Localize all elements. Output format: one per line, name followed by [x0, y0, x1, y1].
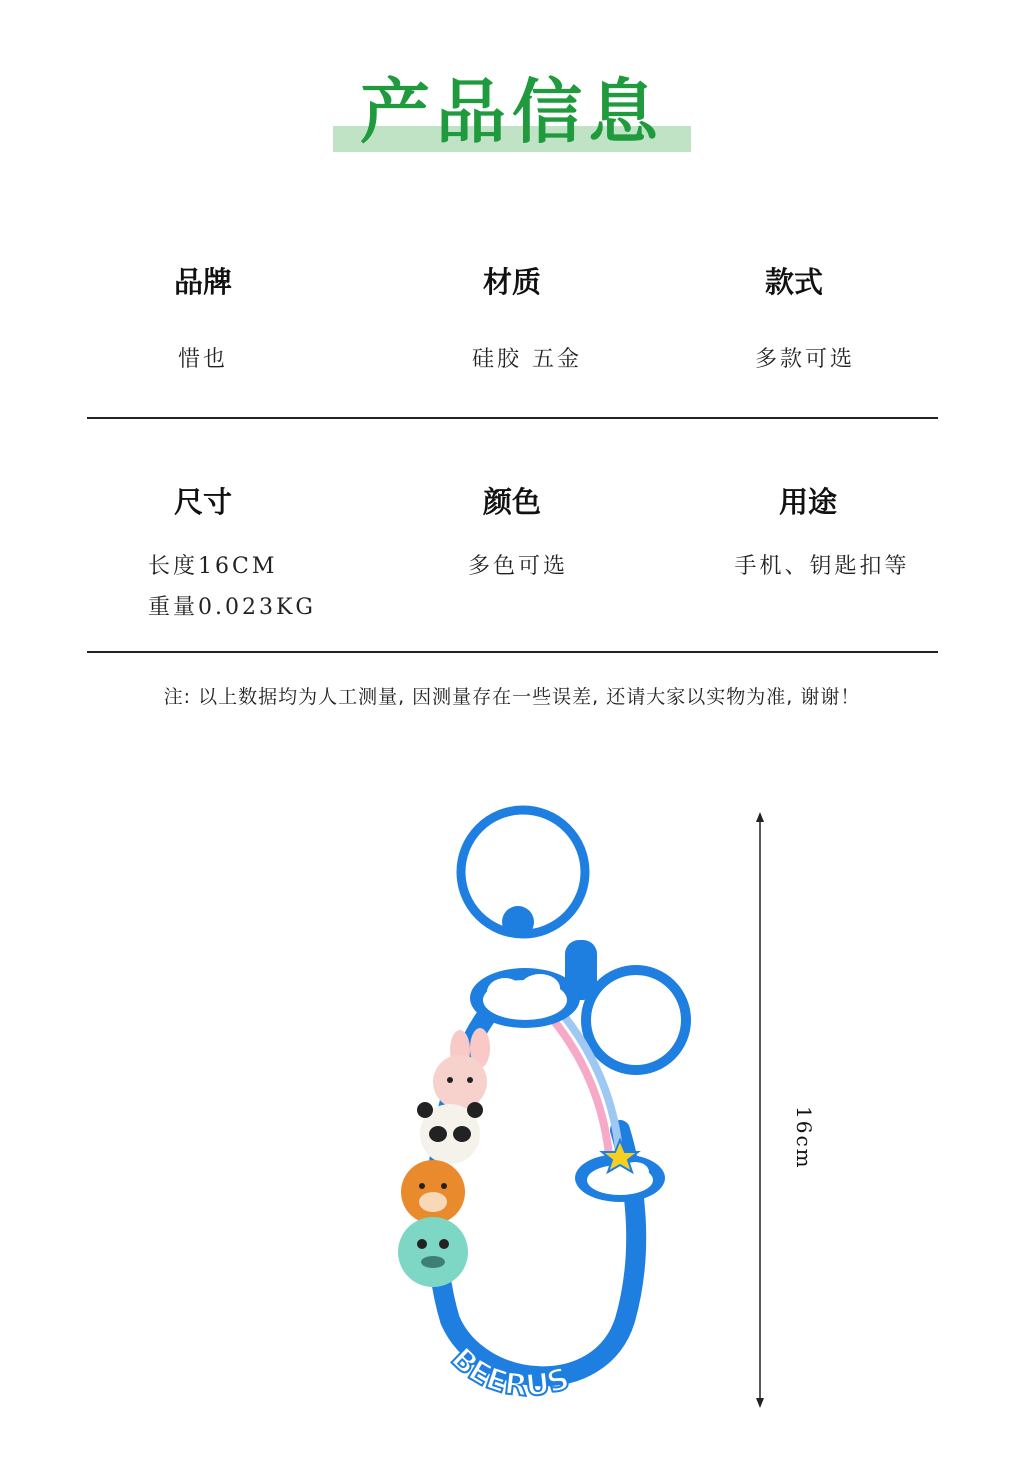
- spec-label-color: 颜色: [482, 485, 541, 519]
- monster-bead-icon: [398, 1217, 468, 1287]
- spec-value-color: 多色可选: [467, 554, 568, 579]
- spec-value-style: 多款可选: [754, 347, 855, 372]
- spec-value-usage: 手机、钥匙扣等: [734, 554, 910, 579]
- side-ring: [586, 970, 686, 1070]
- spec-label-style: 款式: [764, 265, 823, 299]
- spec-value-brand: 惜也: [177, 347, 228, 372]
- spec-label-usage: 用途: [778, 485, 837, 519]
- spec-label-material: 材质: [482, 265, 541, 299]
- connector-bead: [502, 906, 534, 938]
- spec-value-length: 长度16CM: [148, 554, 278, 579]
- dimension-label: 16cm: [792, 1106, 816, 1170]
- spec-value-material: 硅胶 五金: [472, 347, 582, 372]
- bear-bead-icon: [401, 1160, 465, 1224]
- spec-label-brand: 品牌: [173, 265, 232, 299]
- cloud-top-icon: [470, 968, 580, 1028]
- spec-value-weight: 重量0.023KG: [148, 595, 316, 620]
- title-block: [0, 70, 1024, 160]
- panda-bead-icon: [417, 1102, 483, 1164]
- page-title: 产品信息: [360, 71, 664, 153]
- keychain-image: [380, 800, 710, 1410]
- measurement-note: 注: 以上数据均为人工测量, 因测量存在一些误差, 还请大家以实物为准, 谢谢！: [163, 686, 861, 708]
- divider: [87, 417, 938, 419]
- product-lettering: BEERUS: [443, 1341, 574, 1404]
- bunny-bead-icon: [433, 1028, 490, 1109]
- dimension-arrow: [755, 812, 765, 1408]
- spec-label-size: 尺寸: [173, 485, 232, 519]
- divider: [87, 651, 938, 653]
